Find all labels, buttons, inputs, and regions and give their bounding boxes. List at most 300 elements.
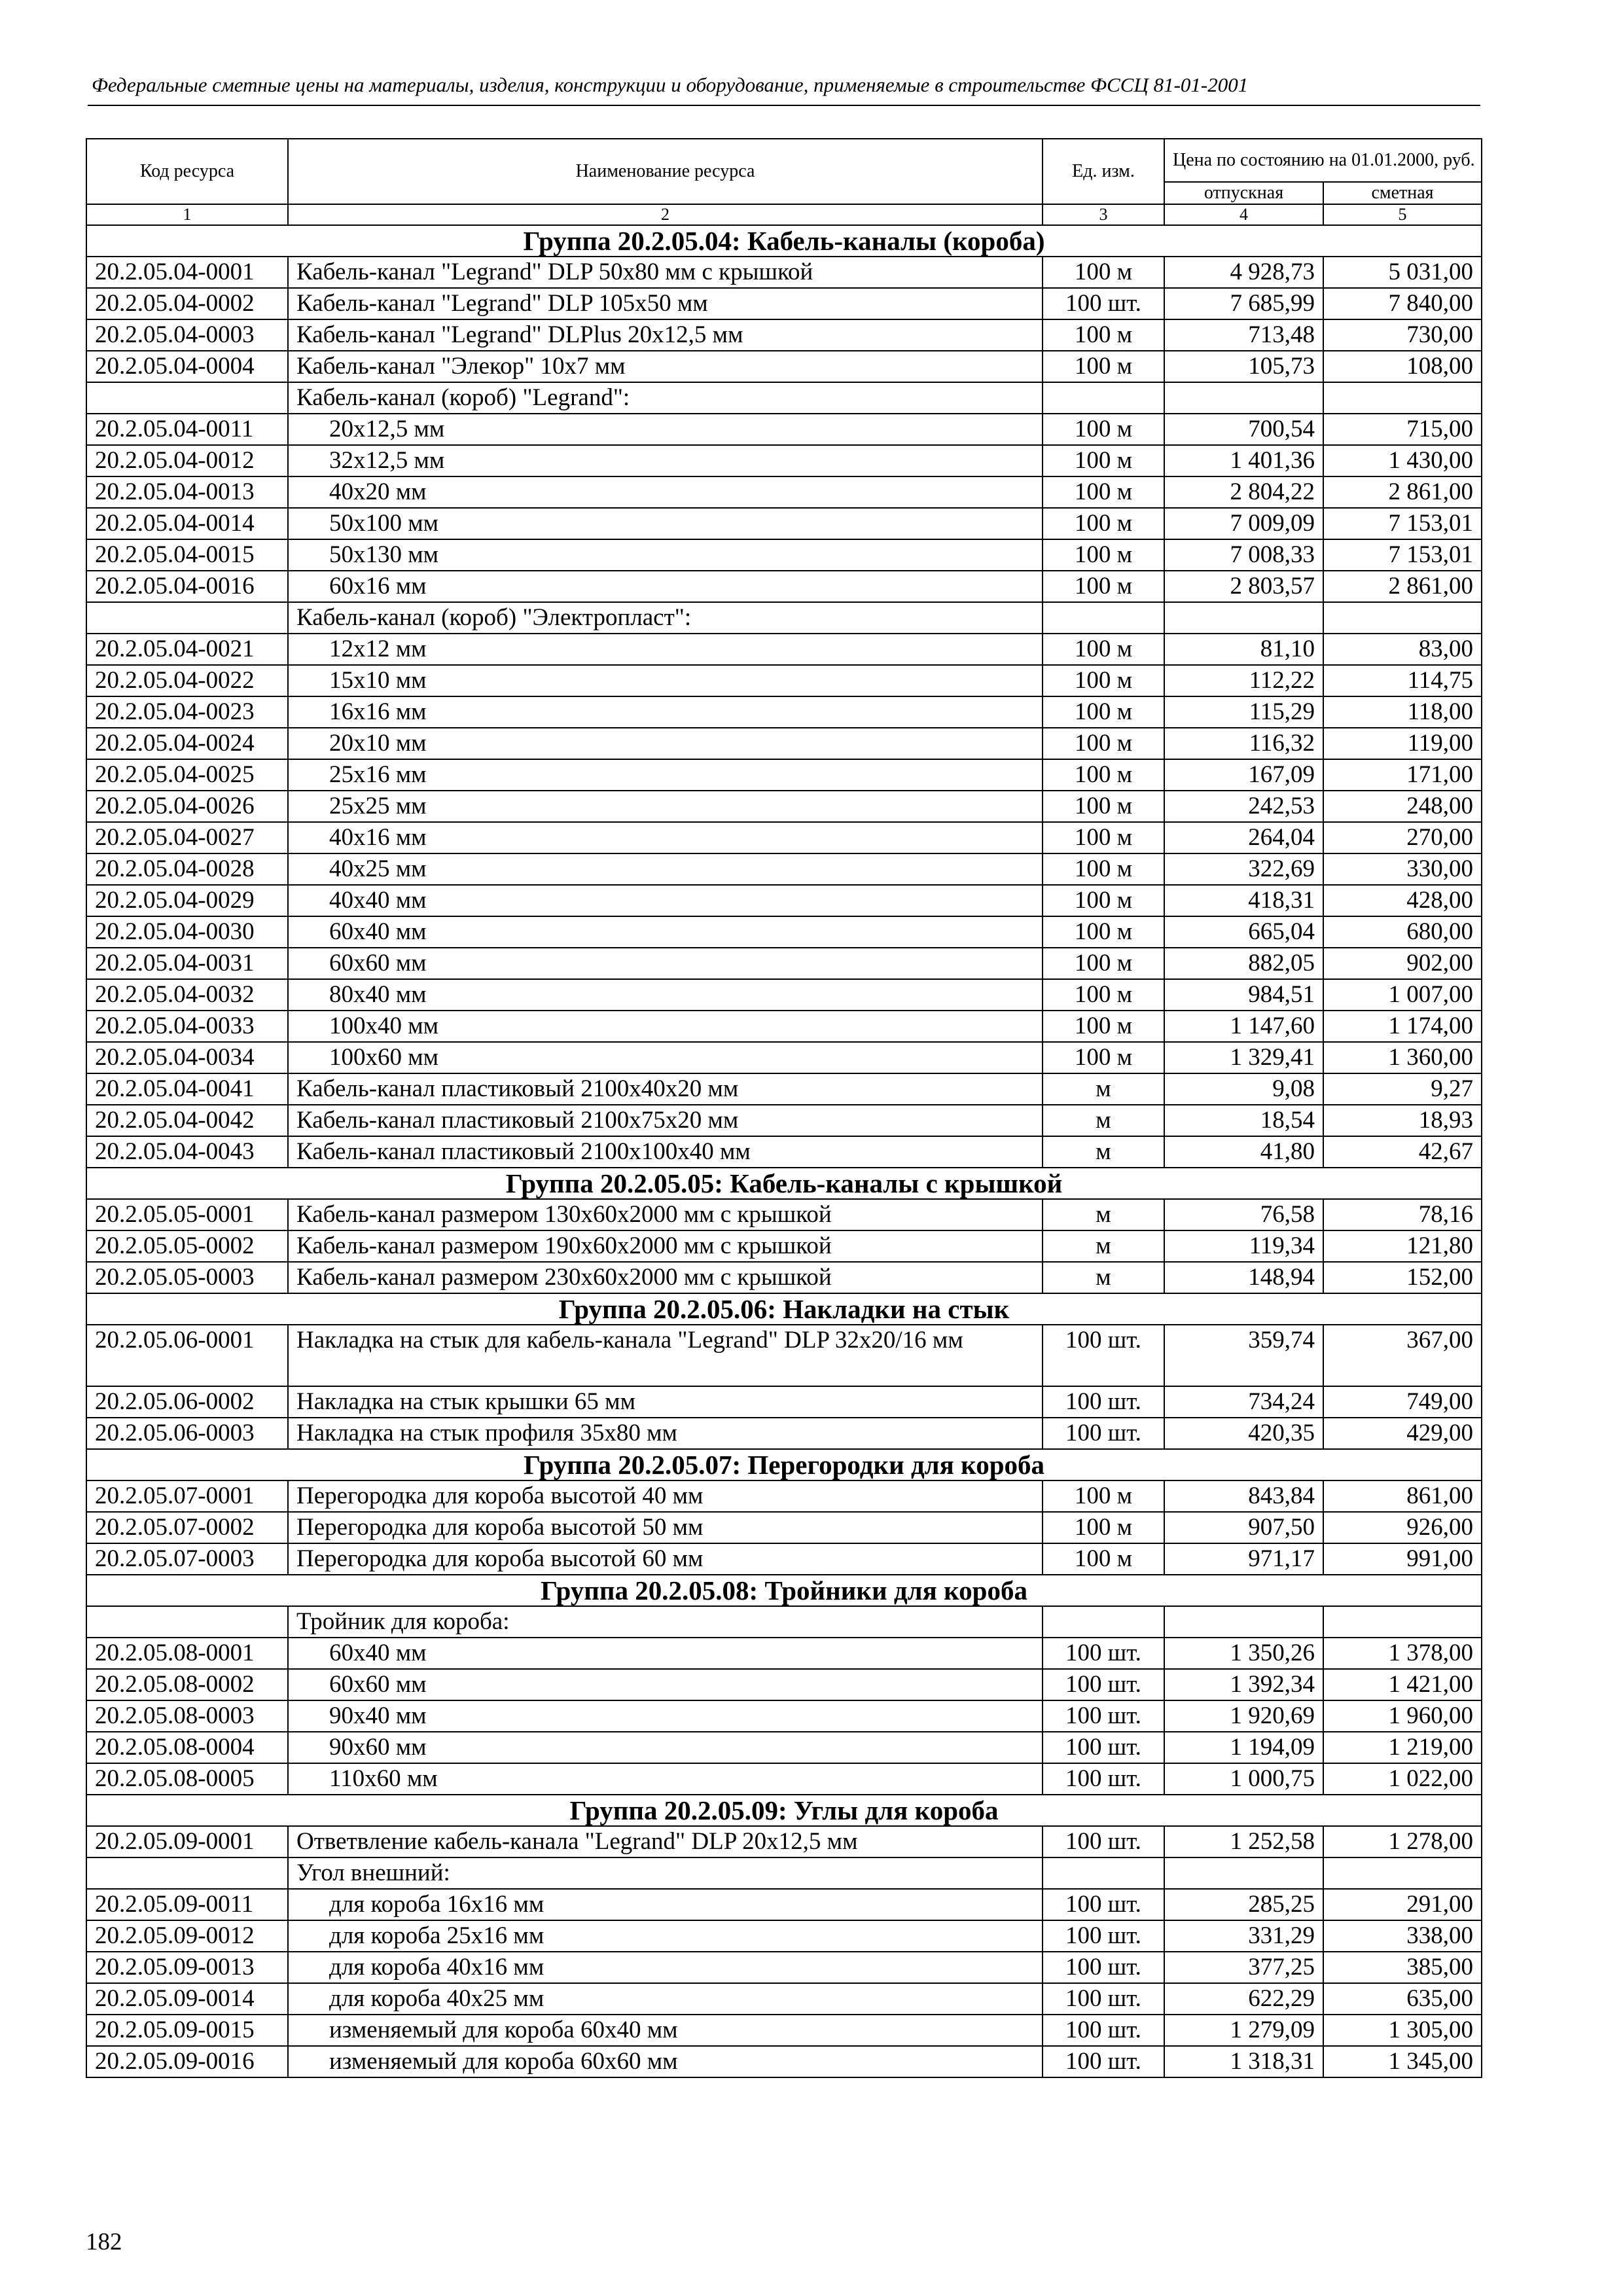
release-price: 7 685,99 [1164, 288, 1323, 319]
estimate-price: 2 861,00 [1323, 476, 1482, 508]
table-row [86, 979, 1482, 1011]
resource-name: Кабель-канал пластиковый 2100x40x20 мм [288, 1073, 1043, 1105]
release-price: 622,29 [1164, 1983, 1323, 2015]
subheading-row [86, 1857, 1482, 1889]
resource-code: 20.2.05.04-0013 [86, 476, 288, 508]
table-row [86, 1325, 1482, 1386]
unit: 100 м [1043, 539, 1164, 571]
resource-name: 20x12,5 мм [288, 414, 1043, 445]
release-price: 264,04 [1164, 822, 1323, 853]
unit: м [1043, 1105, 1164, 1136]
resource-code: 20.2.05.06-0003 [86, 1418, 288, 1449]
resource-code: 20.2.05.04-0014 [86, 508, 288, 539]
resource-code: 20.2.05.04-0023 [86, 696, 288, 728]
table-row [86, 1983, 1482, 2015]
resource-name: 20x10 мм [288, 728, 1043, 759]
resource-code: 20.2.05.09-0001 [86, 1826, 288, 1857]
unit: 100 шт. [1043, 1325, 1164, 1386]
resource-name: 60x60 мм [288, 1669, 1043, 1700]
resource-code: 20.2.05.07-0003 [86, 1543, 288, 1575]
release-price: 418,31 [1164, 885, 1323, 916]
estimate-price: 680,00 [1323, 916, 1482, 948]
estimate-price: 78,16 [1323, 1199, 1482, 1230]
estimate-price: 1 305,00 [1323, 2015, 1482, 2046]
table-row [86, 476, 1482, 508]
resource-name: 25x16 мм [288, 759, 1043, 791]
estimate-price: 1 421,00 [1323, 1669, 1482, 1700]
unit: 100 м [1043, 414, 1164, 445]
unit-cell [1043, 382, 1164, 414]
resource-code: 20.2.05.08-0005 [86, 1763, 288, 1795]
table-row [86, 1826, 1482, 1857]
unit: 100 м [1043, 979, 1164, 1011]
resource-name: 12x12 мм [288, 634, 1043, 665]
estimate-price: 1 360,00 [1323, 1042, 1482, 1073]
release-price: 115,29 [1164, 696, 1323, 728]
unit: 100 м [1043, 508, 1164, 539]
unit: 100 м [1043, 571, 1164, 602]
subheading-row [86, 382, 1482, 414]
release-price-cell [1164, 602, 1323, 634]
release-price: 1 279,09 [1164, 2015, 1323, 2046]
estimate-price: 83,00 [1323, 634, 1482, 665]
release-price: 285,25 [1164, 1889, 1323, 1920]
estimate-price: 270,00 [1323, 822, 1482, 853]
release-price: 105,73 [1164, 351, 1323, 382]
resource-name: 100x40 мм [288, 1011, 1043, 1042]
table-row [86, 696, 1482, 728]
resource-code: 20.2.05.04-0016 [86, 571, 288, 602]
estimate-price: 5 031,00 [1323, 257, 1482, 288]
unit: м [1043, 1073, 1164, 1105]
resource-name: 40x40 мм [288, 885, 1043, 916]
table-row [86, 822, 1482, 853]
code-cell [86, 1606, 288, 1638]
table-row [86, 445, 1482, 476]
unit: 100 шт. [1043, 1418, 1164, 1449]
estimate-price: 152,00 [1323, 1262, 1482, 1293]
estimate-price: 108,00 [1323, 351, 1482, 382]
table-row [86, 1042, 1482, 1073]
release-price: 9,08 [1164, 1073, 1323, 1105]
subheading-name: Угол внешний: [288, 1857, 1043, 1889]
code-cell [86, 602, 288, 634]
resource-code: 20.2.05.09-0011 [86, 1889, 288, 1920]
estimate-price: 749,00 [1323, 1386, 1482, 1418]
resource-code: 20.2.05.07-0002 [86, 1512, 288, 1543]
estimate-price: 7 153,01 [1323, 508, 1482, 539]
unit: м [1043, 1199, 1164, 1230]
release-price: 242,53 [1164, 791, 1323, 822]
release-price: 377,25 [1164, 1952, 1323, 1983]
resource-name: Перегородка для короба высотой 50 мм [288, 1512, 1043, 1543]
release-price-cell [1164, 1606, 1323, 1638]
resource-name: 60x40 мм [288, 916, 1043, 948]
estimate-price-cell [1323, 382, 1482, 414]
table-row [86, 1512, 1482, 1543]
subheading-name: Тройник для короба: [288, 1606, 1043, 1638]
resource-name: Ответвление кабель-канала "Legrand" DLP 20x12,5 мм [288, 1826, 1043, 1857]
table-row [86, 508, 1482, 539]
table-row [86, 1669, 1482, 1700]
estimate-price: 291,00 [1323, 1889, 1482, 1920]
col-header-release: отпускная [1164, 182, 1323, 204]
release-price: 971,17 [1164, 1543, 1323, 1575]
resource-name: 15x10 мм [288, 665, 1043, 696]
table-row [86, 1136, 1482, 1168]
resource-name: 80x40 мм [288, 979, 1043, 1011]
release-price: 167,09 [1164, 759, 1323, 791]
group-title: Группа 20.2.05.09: Углы для короба [86, 1795, 1482, 1826]
table-row [86, 1011, 1482, 1042]
release-price: 1 318,31 [1164, 2046, 1323, 2077]
resource-code: 20.2.05.09-0012 [86, 1920, 288, 1952]
resource-code: 20.2.05.09-0014 [86, 1983, 288, 2015]
resource-code: 20.2.05.04-0003 [86, 319, 288, 351]
unit: 100 м [1043, 853, 1164, 885]
col-number: 1 [86, 204, 288, 225]
unit: 100 шт. [1043, 1889, 1164, 1920]
resource-name: 16x16 мм [288, 696, 1043, 728]
unit: 100 м [1043, 759, 1164, 791]
resource-code: 20.2.05.08-0004 [86, 1732, 288, 1763]
resource-name: изменяемый для короба 60x60 мм [288, 2046, 1043, 2077]
group-title: Группа 20.2.05.04: Кабель-каналы (короба) [86, 225, 1482, 257]
table-row [86, 728, 1482, 759]
release-price: 116,32 [1164, 728, 1323, 759]
release-price: 112,22 [1164, 665, 1323, 696]
resource-code: 20.2.05.04-0026 [86, 791, 288, 822]
resource-code: 20.2.05.04-0029 [86, 885, 288, 916]
resource-name: 50x130 мм [288, 539, 1043, 571]
resource-name: 60x40 мм [288, 1638, 1043, 1669]
resource-code: 20.2.05.04-0030 [86, 916, 288, 948]
resource-name: Кабель-канал "Legrand" DLP 105x50 мм [288, 288, 1043, 319]
resource-code: 20.2.05.08-0003 [86, 1700, 288, 1732]
unit: 100 м [1043, 634, 1164, 665]
group-heading-row [86, 1168, 1482, 1199]
release-price: 907,50 [1164, 1512, 1323, 1543]
unit: 100 м [1043, 319, 1164, 351]
resource-code: 20.2.05.04-0043 [86, 1136, 288, 1168]
unit: 100 м [1043, 791, 1164, 822]
estimate-price: 119,00 [1323, 728, 1482, 759]
estimate-price: 715,00 [1323, 414, 1482, 445]
resource-name: для короба 25x16 мм [288, 1920, 1043, 1952]
table-row [86, 1638, 1482, 1669]
table-row [86, 1920, 1482, 1952]
release-price: 76,58 [1164, 1199, 1323, 1230]
unit: 100 м [1043, 257, 1164, 288]
header-rule [88, 105, 1480, 106]
col-header-code: Код ресурса [86, 139, 288, 204]
table-row [86, 1700, 1482, 1732]
release-price: 4 928,73 [1164, 257, 1323, 288]
unit: 100 м [1043, 916, 1164, 948]
unit: 100 шт. [1043, 2015, 1164, 2046]
resource-code: 20.2.05.04-0024 [86, 728, 288, 759]
resource-name: для короба 16x16 мм [288, 1889, 1043, 1920]
estimate-price: 1 278,00 [1323, 1826, 1482, 1857]
estimate-price: 114,75 [1323, 665, 1482, 696]
estimate-price: 429,00 [1323, 1418, 1482, 1449]
table-row [86, 853, 1482, 885]
group-heading-row [86, 1449, 1482, 1480]
group-title: Группа 20.2.05.07: Перегородки для короба [86, 1449, 1482, 1480]
resource-name: Накладка на стык крышки 65 мм [288, 1386, 1043, 1418]
col-number: 4 [1164, 204, 1323, 225]
table-row [86, 948, 1482, 979]
resource-code: 20.2.05.09-0016 [86, 2046, 288, 2077]
unit: 100 м [1043, 476, 1164, 508]
code-cell [86, 382, 288, 414]
unit: 100 м [1043, 885, 1164, 916]
release-price: 41,80 [1164, 1136, 1323, 1168]
resource-code: 20.2.05.04-0042 [86, 1105, 288, 1136]
release-price: 331,29 [1164, 1920, 1323, 1952]
table-row [86, 791, 1482, 822]
table-row [86, 2046, 1482, 2077]
group-title: Группа 20.2.05.08: Тройники для короба [86, 1575, 1482, 1606]
table-row [86, 665, 1482, 696]
unit: 100 м [1043, 948, 1164, 979]
release-price: 1 252,58 [1164, 1826, 1323, 1857]
resource-code: 20.2.05.06-0001 [86, 1325, 288, 1386]
estimate-price: 1 007,00 [1323, 979, 1482, 1011]
release-price: 7 009,09 [1164, 508, 1323, 539]
resource-name: для короба 40x16 мм [288, 1952, 1043, 1983]
resource-name: Накладка на стык профиля 35x80 мм [288, 1418, 1043, 1449]
unit: 100 м [1043, 1512, 1164, 1543]
table-row [86, 2015, 1482, 2046]
estimate-price: 9,27 [1323, 1073, 1482, 1105]
unit: 100 шт. [1043, 1732, 1164, 1763]
estimate-price: 121,80 [1323, 1230, 1482, 1262]
resource-code: 20.2.05.04-0004 [86, 351, 288, 382]
release-price: 359,74 [1164, 1325, 1323, 1386]
release-price-cell [1164, 382, 1323, 414]
resource-name: для короба 40x25 мм [288, 1983, 1043, 2015]
subheading-row [86, 1606, 1482, 1638]
col-header-price: Цена по состоянию на 01.01.2000, руб. [1164, 139, 1482, 182]
unit: 100 шт. [1043, 288, 1164, 319]
release-price: 7 008,33 [1164, 539, 1323, 571]
estimate-price: 18,93 [1323, 1105, 1482, 1136]
estimate-price: 385,00 [1323, 1952, 1482, 1983]
resource-code: 20.2.05.06-0002 [86, 1386, 288, 1418]
unit: м [1043, 1230, 1164, 1262]
unit: м [1043, 1262, 1164, 1293]
unit: 100 шт. [1043, 1386, 1164, 1418]
resource-name: 110x60 мм [288, 1763, 1043, 1795]
resource-code: 20.2.05.04-0041 [86, 1073, 288, 1105]
estimate-price: 1 960,00 [1323, 1700, 1482, 1732]
table-row [86, 571, 1482, 602]
estimate-price: 248,00 [1323, 791, 1482, 822]
table-row [86, 288, 1482, 319]
resource-name: Перегородка для короба высотой 40 мм [288, 1480, 1043, 1512]
unit-cell [1043, 602, 1164, 634]
running-head: Федеральные сметные цены на материалы, изделия, конструкции и оборудование, применяемые в строительстве ФССЦ 81-01-2001 [92, 73, 1249, 96]
release-price: 700,54 [1164, 414, 1323, 445]
resource-code: 20.2.05.05-0001 [86, 1199, 288, 1230]
estimate-price: 902,00 [1323, 948, 1482, 979]
resource-code: 20.2.05.04-0012 [86, 445, 288, 476]
estimate-price: 1 219,00 [1323, 1732, 1482, 1763]
col-number: 3 [1043, 204, 1164, 225]
unit: 100 м [1043, 1480, 1164, 1512]
estimate-price: 171,00 [1323, 759, 1482, 791]
estimate-price: 1 174,00 [1323, 1011, 1482, 1042]
table-row [86, 916, 1482, 948]
release-price: 882,05 [1164, 948, 1323, 979]
estimate-price: 42,67 [1323, 1136, 1482, 1168]
estimate-price: 861,00 [1323, 1480, 1482, 1512]
resource-code: 20.2.05.04-0022 [86, 665, 288, 696]
resource-code: 20.2.05.04-0011 [86, 414, 288, 445]
estimate-price: 7 153,01 [1323, 539, 1482, 571]
unit: 100 шт. [1043, 1920, 1164, 1952]
release-price: 1 329,41 [1164, 1042, 1323, 1073]
release-price: 843,84 [1164, 1480, 1323, 1512]
resource-name: Кабель-канал размером 130x60x2000 мм с крышкой [288, 1199, 1043, 1230]
estimate-price: 367,00 [1323, 1325, 1482, 1386]
group-heading-row [86, 1575, 1482, 1606]
unit: 100 шт. [1043, 1952, 1164, 1983]
estimate-price: 2 861,00 [1323, 571, 1482, 602]
resource-name: Накладка на стык для кабель-канала "Legrand" DLP 32x20/16 мм [288, 1325, 1043, 1386]
resource-name: Перегородка для короба высотой 60 мм [288, 1543, 1043, 1575]
resource-name: 50x100 мм [288, 508, 1043, 539]
subheading-row [86, 602, 1482, 634]
resource-code: 20.2.05.04-0021 [86, 634, 288, 665]
col-header-unit: Ед. изм. [1043, 139, 1164, 204]
table-row [86, 1073, 1482, 1105]
resource-code: 20.2.05.09-0013 [86, 1952, 288, 1983]
code-cell [86, 1857, 288, 1889]
group-heading-row [86, 225, 1482, 257]
release-price: 1 401,36 [1164, 445, 1323, 476]
resource-name: Кабель-канал пластиковый 2100x100x40 мм [288, 1136, 1043, 1168]
group-heading-row [86, 1795, 1482, 1826]
unit: 100 м [1043, 665, 1164, 696]
table-row [86, 1732, 1482, 1763]
unit: 100 шт. [1043, 1826, 1164, 1857]
table-row [86, 319, 1482, 351]
release-price: 1 920,69 [1164, 1700, 1323, 1732]
table-row [86, 1480, 1482, 1512]
estimate-price-cell [1323, 602, 1482, 634]
resource-name: Кабель-канал размером 230x60x2000 мм с крышкой [288, 1262, 1043, 1293]
subheading-name: Кабель-канал (короб) "Legrand": [288, 382, 1043, 414]
resource-name: 40x16 мм [288, 822, 1043, 853]
release-price: 713,48 [1164, 319, 1323, 351]
estimate-price: 428,00 [1323, 885, 1482, 916]
col-number: 2 [288, 204, 1043, 225]
table-row [86, 1763, 1482, 1795]
unit: 100 шт. [1043, 1700, 1164, 1732]
estimate-price-cell [1323, 1606, 1482, 1638]
resource-name: 25x25 мм [288, 791, 1043, 822]
estimate-price-cell [1323, 1857, 1482, 1889]
group-heading-row [86, 1293, 1482, 1325]
resource-name: Кабель-канал "Legrand" DLP 50x80 мм с крышкой [288, 257, 1043, 288]
table-row [86, 634, 1482, 665]
unit: 100 м [1043, 1011, 1164, 1042]
table-body [86, 225, 1482, 2077]
col-header-name: Наименование ресурса [288, 139, 1043, 204]
resource-name: 90x60 мм [288, 1732, 1043, 1763]
unit: 100 м [1043, 822, 1164, 853]
release-price: 1 194,09 [1164, 1732, 1323, 1763]
resource-code: 20.2.05.07-0001 [86, 1480, 288, 1512]
release-price: 148,94 [1164, 1262, 1323, 1293]
resource-name: 60x16 мм [288, 571, 1043, 602]
resource-code: 20.2.05.04-0025 [86, 759, 288, 791]
group-title: Группа 20.2.05.05: Кабель-каналы с крышкой [86, 1168, 1482, 1199]
unit: 100 м [1043, 728, 1164, 759]
estimate-price: 338,00 [1323, 1920, 1482, 1952]
unit-cell [1043, 1857, 1164, 1889]
resource-code: 20.2.05.08-0001 [86, 1638, 288, 1669]
unit-cell [1043, 1606, 1164, 1638]
estimate-price: 1 430,00 [1323, 445, 1482, 476]
resource-name: 60x60 мм [288, 948, 1043, 979]
table-row [86, 1386, 1482, 1418]
resource-name: Кабель-канал размером 190x60x2000 мм с крышкой [288, 1230, 1043, 1262]
unit: м [1043, 1136, 1164, 1168]
resource-code: 20.2.05.09-0015 [86, 2015, 288, 2046]
unit: 100 м [1043, 445, 1164, 476]
unit: 100 шт. [1043, 1669, 1164, 1700]
resource-name: Кабель-канал "Элекор" 10x7 мм [288, 351, 1043, 382]
resource-name: 32x12,5 мм [288, 445, 1043, 476]
table-row [86, 1105, 1482, 1136]
table-row [86, 1230, 1482, 1262]
estimate-price: 991,00 [1323, 1543, 1482, 1575]
resource-code: 20.2.05.04-0032 [86, 979, 288, 1011]
estimate-price: 926,00 [1323, 1512, 1482, 1543]
group-title: Группа 20.2.05.06: Накладки на стык [86, 1293, 1482, 1325]
table-row [86, 1543, 1482, 1575]
resource-name: 40x25 мм [288, 853, 1043, 885]
unit: 100 м [1043, 696, 1164, 728]
release-price: 2 803,57 [1164, 571, 1323, 602]
estimate-price: 635,00 [1323, 1983, 1482, 2015]
resource-code: 20.2.05.04-0027 [86, 822, 288, 853]
table-row [86, 1952, 1482, 1983]
release-price: 734,24 [1164, 1386, 1323, 1418]
unit: 100 м [1043, 1042, 1164, 1073]
table-row [86, 1262, 1482, 1293]
col-number: 5 [1323, 204, 1482, 225]
table-row [86, 414, 1482, 445]
release-price: 18,54 [1164, 1105, 1323, 1136]
release-price: 1 000,75 [1164, 1763, 1323, 1795]
resource-code: 20.2.05.04-0028 [86, 853, 288, 885]
resource-name: Кабель-канал "Legrand" DLPlus 20x12,5 мм [288, 319, 1043, 351]
table-row [86, 539, 1482, 571]
unit: 100 м [1043, 1543, 1164, 1575]
release-price: 984,51 [1164, 979, 1323, 1011]
release-price: 420,35 [1164, 1418, 1323, 1449]
unit: 100 шт. [1043, 1763, 1164, 1795]
resource-code: 20.2.05.04-0033 [86, 1011, 288, 1042]
resource-code: 20.2.05.08-0002 [86, 1669, 288, 1700]
release-price: 665,04 [1164, 916, 1323, 948]
release-price: 1 350,26 [1164, 1638, 1323, 1669]
estimate-price: 118,00 [1323, 696, 1482, 728]
